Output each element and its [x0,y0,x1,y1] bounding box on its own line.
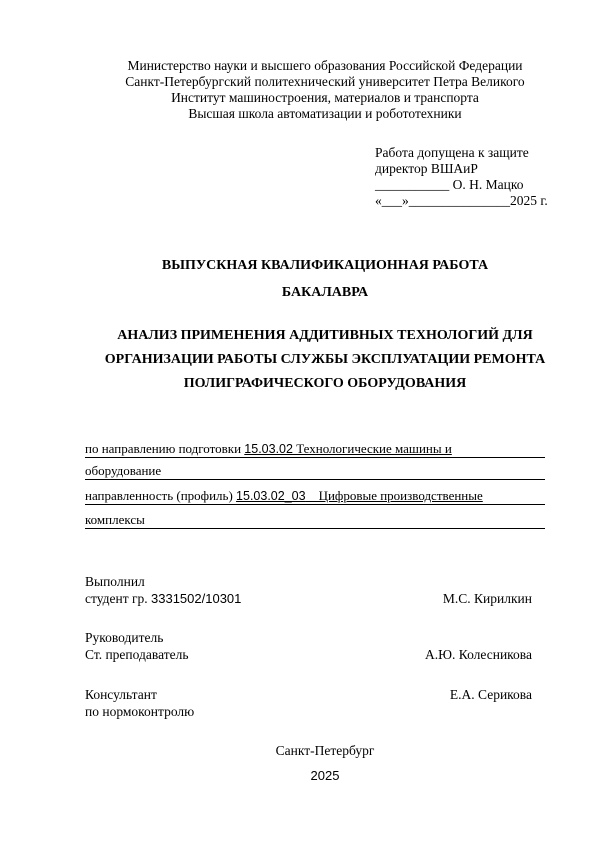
direction-field-row-1 [85,441,545,458]
school-name: Высшая школа автоматизации и робототехники [188,106,462,121]
signature-blank: ___________ [375,177,450,192]
profile-name-part-1: Цифровые производственные [305,488,483,503]
performer-group-label: студент гр. [85,591,152,606]
profile-field-row-1 [85,488,545,505]
performer-group: 3331502/10301 [151,591,242,606]
profile-code: 15.03.02_03 [236,489,306,503]
university-name: Санкт-Петербургский политехнический университет Петра Великого [125,74,525,89]
profile-label: направленность (профиль) [85,488,237,503]
performer-group-line [85,591,241,607]
supervisor-position: Ст. преподаватель [85,647,189,662]
approval-signature-line [375,177,523,193]
supervisor-name: А.Ю. Колесникова [425,647,532,662]
work-type-title: ВЫПУСКНАЯ КВАЛИФИКАЦИОННАЯ РАБОТА [161,258,489,273]
profile-name-part-2: комплексы [85,512,145,527]
degree-title: БАКАЛАВРА [281,285,369,300]
direction-label: по направлению подготовки [85,441,245,456]
topic-title-line-1: АНАЛИЗ ПРИМЕНЕНИЯ АДДИТИВНЫХ ТЕХНОЛОГИЙ ДЛЯ [117,328,533,343]
direction-code: 15.03.02 [244,442,293,456]
topic-title-line-3: ПОЛИГРАФИЧЕСКОГО ОБОРУДОВАНИЯ [183,376,467,391]
director-name: О. Н. Мацко [449,177,524,192]
footer-year: 2025 [310,768,340,783]
direction-name-part-2: оборудование [85,463,162,478]
supervisor-role: Руководитель [85,630,164,645]
approval-director-title: директор ВШАиР [375,161,478,176]
approval-text: Работа допущена к защите [375,145,529,160]
topic-title-line-2: ОРГАНИЗАЦИИ РАБОТЫ СЛУЖБЫ ЭКСПЛУАТАЦИИ РЕМОНТА [104,352,546,367]
performer-role: Выполнил [85,574,145,589]
direction-field-row-2 [85,463,545,480]
footer-city: Санкт-Петербург [275,743,375,758]
consultant-position: по нормоконтролю [85,704,195,719]
profile-field-row-2 [85,512,545,529]
institute-name: Институт машиностроения, материалов и транспорта [171,90,479,105]
direction-name-part-1: Технологические машины и [292,441,452,456]
ministry-name: Министерство науки и высшего образования Российской Федерации [127,58,523,73]
performer-name: М.С. Кирилкин [442,591,532,606]
approval-date-line: «___»_______________2025 г. [375,193,548,208]
consultant-role: Консультант [85,687,157,702]
consultant-name: Е.А. Серикова [449,687,532,702]
